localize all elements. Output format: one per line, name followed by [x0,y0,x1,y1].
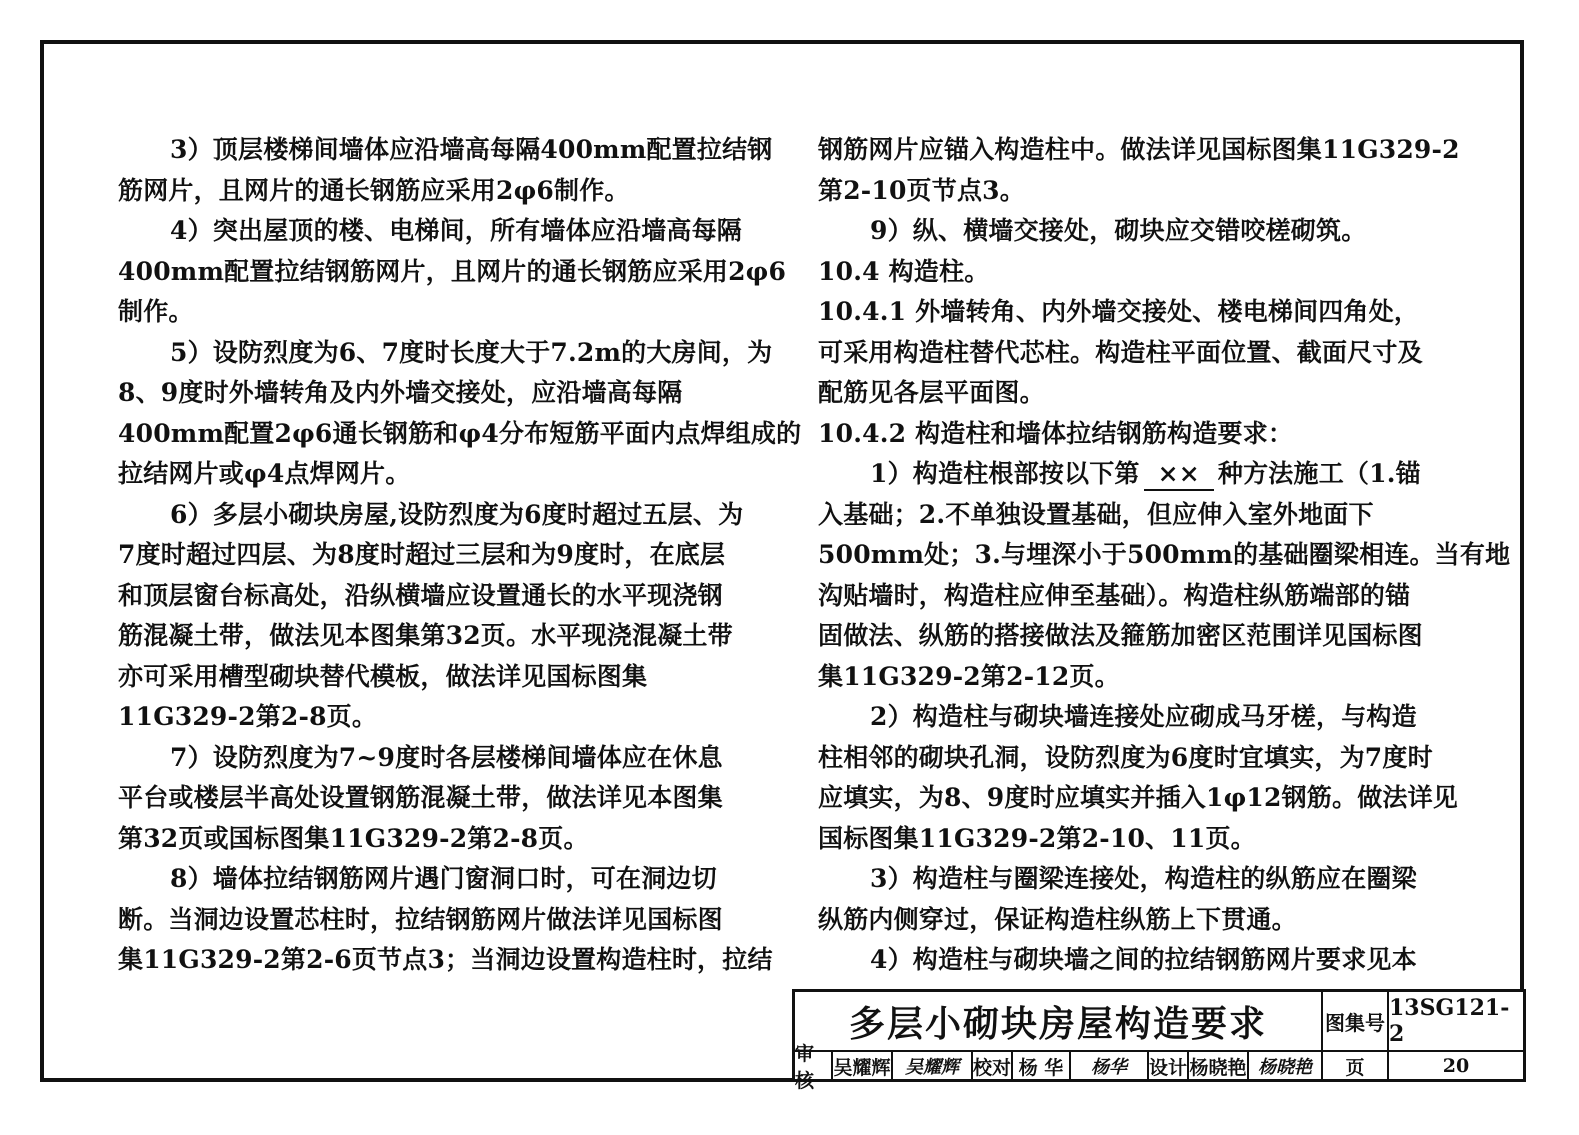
drawing-title: 多层小砌块房屋构造要求 [795,992,1323,1052]
text-line: 可采用构造柱替代芯柱。构造柱平面位置、截面尺寸及 [818,337,1423,367]
text-line: 断。当洞边设置芯柱时，拉结钢筋网片做法详见国标图 [118,904,723,934]
text-line: 纵筋内侧穿过，保证构造柱纵筋上下贯通。 [818,904,1297,934]
text-line: 入基础；2.不单独设置基础，但应伸入室外地面下 [818,499,1374,529]
check-label: 校对 [973,1052,1013,1080]
text-line: 2）构造柱与砌块墙连接处应砌成马牙槎，与构造 [870,702,1417,731]
design-label: 设计 [1149,1052,1189,1080]
text-line: 拉结网片或φ4点焊网片。 [118,459,411,488]
text-line: 柱相邻的砌块孔洞，设防烈度为6度时宜填实，为7度时 [818,742,1433,772]
text-line-with-blank [818,454,1458,495]
text-line: 4）突出屋顶的楼、电梯间，所有墙体应沿墙高每隔 [170,216,742,245]
atlas-number: 13SG121-2 [1389,992,1523,1052]
design-signature: 杨晓艳 [1249,1052,1323,1080]
review-name: 吴耀辉 [833,1052,893,1080]
blank-line-after: 种方法施工（1.锚 [1217,459,1421,488]
text-line: 4）构造柱与砌块墙之间的拉结钢筋网片要求见本 [870,945,1417,974]
fill-in-blank: ×× [1144,459,1214,491]
design-name: 杨晓艳 [1189,1052,1249,1080]
text-line: 6）多层小砌块房屋,设防烈度为6度时超过五层、为 [170,499,744,529]
text-line: 400mm配置拉结钢筋网片，且网片的通长钢筋应采用2φ6 [118,256,787,286]
text-line: 第2-10页节点3。 [818,175,1025,205]
text-line: 5）设防烈度为6、7度时长度大于7.2m的大房间，为 [170,337,773,367]
text-line: 和顶层窗台标高处，沿纵横墙应设置通长的水平现浇钢 [118,580,723,610]
text-line: 10.4.1 外墙转角、内外墙交接处、楼电梯间四角处， [818,297,1420,326]
review-label: 审核 [795,1052,833,1080]
text-line: 11G329-2第2-8页。 [118,702,378,731]
text-line: 集11G329-2第2-6页节点3；当洞边设置构造柱时，拉结 [118,945,773,974]
text-line: 3）构造柱与圈梁连接处，构造柱的纵筋应在圈梁 [870,864,1417,893]
text-line: 亦可采用槽型砌块替代模板，做法详见国标图集 [118,661,648,691]
text-line: 筋混凝土带，做法见本图集第32页。水平现浇混凝土带 [118,621,733,650]
text-line: 应填实，为8、9度时应填实并插入1φ12钢筋。做法详见 [818,783,1458,812]
text-line: 制作。 [118,297,194,326]
text-line: 7度时超过四层、为8度时超过三层和为9度时，在底层 [118,540,726,569]
right-column [818,130,1511,981]
right-column-part-2 [818,495,1511,981]
text-line: 9）纵、横墙交接处，砌块应交错咬槎砌筑。 [870,216,1367,245]
check-name: 杨 华 [1013,1052,1071,1080]
text-line: 8、9度时外墙转角及内外墙交接处，应沿墙高每隔 [118,378,683,407]
right-column-part-1 [818,130,1458,454]
text-line: 7）设防烈度为7~9度时各层楼梯间墙体应在休息 [170,742,723,772]
text-line: 第32页或国标图集11G329-2第2-8页。 [118,823,589,853]
page-label: 页 [1323,1052,1389,1080]
text-line: 400mm配置2φ6通长钢筋和φ4分布短筋平面内点焊组成的 [118,418,802,448]
text-line: 固做法、纵筋的搭接做法及箍筋加密区范围详见国标图 [818,621,1423,650]
left-column [118,130,802,981]
blank-line-before: 1）构造柱根部按以下第 [870,459,1140,488]
page-number: 20 [1442,1055,1470,1077]
text-line: 500mm处；3.与埋深小于500mm的基础圈梁相连。当有地 [818,540,1511,569]
title-block [792,989,1526,1092]
text-line: 8）墙体拉结钢筋网片遇门窗洞口时，可在洞边切 [170,864,717,893]
text-line: 平台或楼层半高处设置钢筋混凝土带，做法详见本图集 [118,783,723,812]
text-line: 筋网片，且网片的通长钢筋应采用2φ6制作。 [118,175,630,205]
check-signature: 杨华 [1071,1052,1149,1080]
text-line: 国标图集11G329-2第2-10、11页。 [818,823,1256,853]
text-line: 10.4 构造柱。 [818,256,990,286]
text-line: 集11G329-2第2-12页。 [818,661,1120,691]
text-line: 配筋见各层平面图。 [818,378,1045,407]
review-signature: 吴耀辉 [893,1052,973,1080]
text-line: 沟贴墙时，构造柱应伸至基础）。构造柱纵筋端部的锚 [818,580,1411,610]
text-line: 钢筋网片应锚入构造柱中。做法详见国标图集11G329-2 [818,135,1460,164]
atlas-number-label: 图集号 [1323,992,1389,1052]
text-line: 3）顶层楼梯间墙体应沿墙高每隔400mm配置拉结钢 [170,135,773,164]
text-line: 10.4.2 构造柱和墙体拉结钢筋构造要求： [818,418,1294,448]
